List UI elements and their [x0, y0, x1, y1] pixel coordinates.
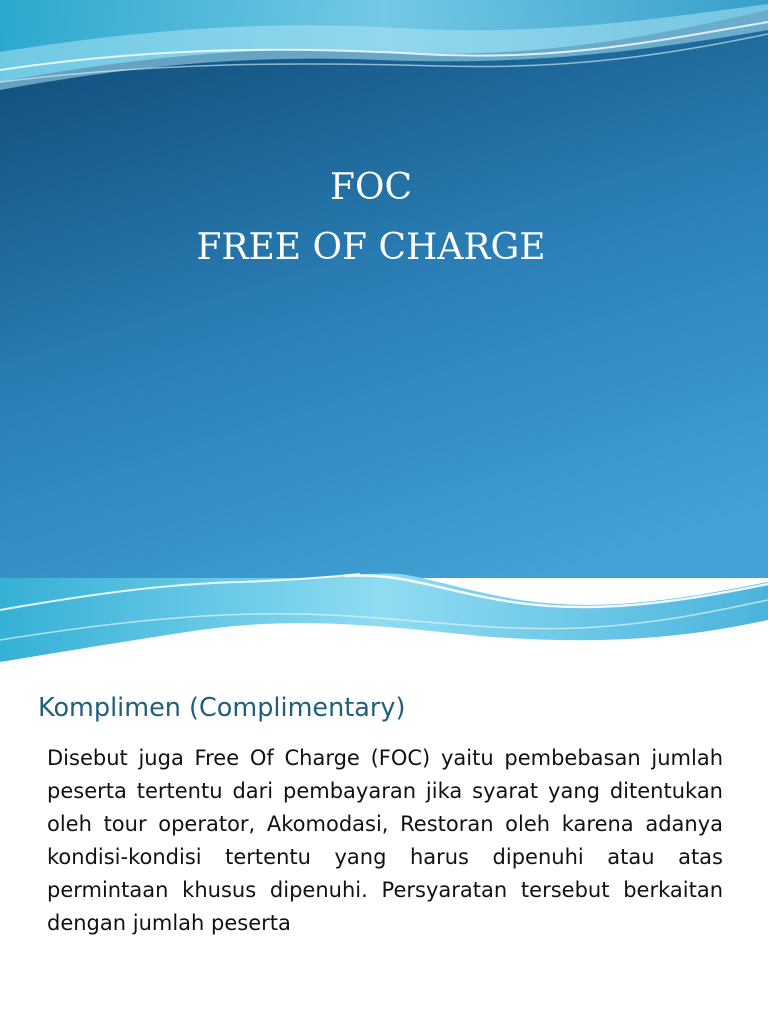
slide-title: [0, 158, 742, 278]
body-paragraph: Disebut juga Free Of Charge (FOC) yaitu pembebasan jumlah peserta tertentu dari pembayaran jika syarat yang ditentukan oleh tour operator, Akomodasi, Restoran oleh karena adanya kondisi-kondisi tertentu yang harus dipenuhi atau atas permintaan khusus dipenuhi. Persyaratan tersebut berkaitan dengan jumlah peserta: [47, 746, 723, 935]
title-line-2: FREE OF CHARGE: [196, 227, 546, 268]
content-slide: [0, 670, 768, 1024]
title-line-1: FOC: [329, 167, 413, 208]
section-heading: Komplimen (Complimentary): [38, 693, 406, 723]
